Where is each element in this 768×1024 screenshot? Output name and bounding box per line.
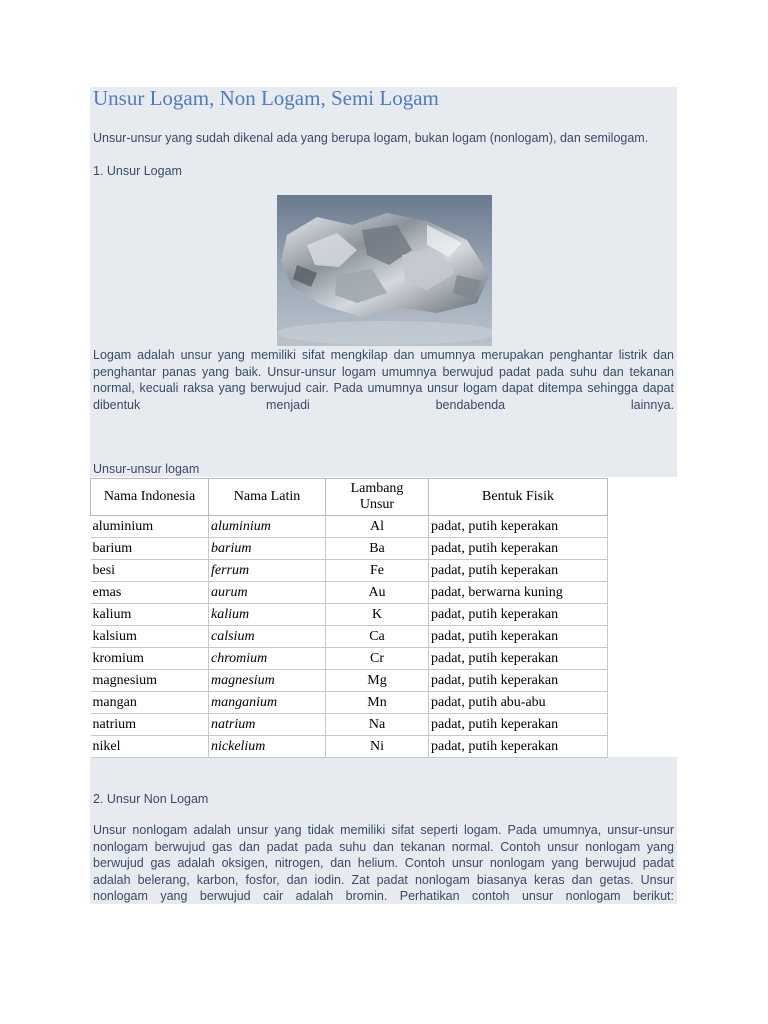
cell-bentuk-fisik: padat, putih keperakan [429,538,608,560]
cell-nama-latin: kalium [209,604,326,626]
logam-paragraph: Logam adalah unsur yang memiliki sifat mengkilap dan umumnya merupakan penghantar listrik dan penghantar panas yang baik. Unsur-unsur logam umumnya berwujud padat pada suhu dan tekanan normal, kecuali raksa yang berwujud cair. Pada umumnya unsur logam dapat ditempa sehingga dapat dibentuk menjadi bendabenda lainnya. [93,348,674,412]
cell-lambang: K [326,604,429,626]
cell-nama-latin: calsium [209,626,326,648]
table-row [91,626,608,648]
cell-lambang: Na [326,714,429,736]
cell-nama-indonesia: nikel [91,736,209,758]
header-lambang-unsur [326,479,429,516]
cell-bentuk-fisik: padat, putih keperakan [429,560,608,582]
cell-nama-indonesia: besi [91,560,209,582]
table-header-row [91,479,608,516]
table-row [91,560,608,582]
cell-lambang: Al [326,516,429,538]
page-title: Unsur Logam, Non Logam, Semi Logam [93,86,439,110]
cell-nama-latin: manganium [209,692,326,714]
table-row [91,648,608,670]
table-row [91,604,608,626]
cell-nama-latin: magnesium [209,670,326,692]
table-row [91,736,608,758]
cell-nama-indonesia: kalsium [91,626,209,648]
cell-bentuk-fisik: padat, putih keperakan [429,516,608,538]
cell-nama-latin: chromium [209,648,326,670]
cell-nama-latin: barium [209,538,326,560]
table-row [91,670,608,692]
cell-lambang: Cr [326,648,429,670]
header-lambang-line1: Lambang [350,481,404,496]
table-row [91,692,608,714]
cell-nama-latin: nickelium [209,736,326,758]
metals-table [90,478,608,758]
cell-lambang: Mg [326,670,429,692]
header-lambang-line2: Unsur [359,497,395,512]
cell-bentuk-fisik: padat, putih keperakan [429,714,608,736]
table-row [91,538,608,560]
table-row [91,516,608,538]
cell-nama-latin: natrium [209,714,326,736]
cell-nama-indonesia: aluminium [91,516,209,538]
cell-bentuk-fisik: padat, putih keperakan [429,604,608,626]
header-nama-latin: Nama Latin [209,479,326,516]
cell-lambang: Mn [326,692,429,714]
cell-nama-indonesia: mangan [91,692,209,714]
cell-nama-latin: ferrum [209,560,326,582]
cell-nama-indonesia: natrium [91,714,209,736]
cell-bentuk-fisik: padat, putih keperakan [429,670,608,692]
cell-bentuk-fisik: padat, putih abu-abu [429,692,608,714]
table-row [91,714,608,736]
intro-text: Unsur-unsur yang sudah dikenal ada yang berupa logam, bukan logam (nonlogam), dan semilogam. [93,131,649,145]
cell-lambang: Fe [326,560,429,582]
cell-nama-indonesia: emas [91,582,209,604]
cell-bentuk-fisik: padat, putih keperakan [429,648,608,670]
cell-lambang: Ni [326,736,429,758]
cell-nama-indonesia: kalium [91,604,209,626]
header-nama-indonesia: Nama Indonesia [91,479,209,516]
non-logam-paragraph: Unsur nonlogam adalah unsur yang tidak memiliki sifat seperti logam. Pada umumnya, unsur-unsur nonlogam berwujud gas dan padat pada suhu dan tekanan normal. Contoh unsur nonlogam yang berwujud gas adalah oksigen, nitrogen, dan helium. Contoh unsur nonlogam yang berwujud padat adalah belerang, karbon, fosfor, dan iodin. Zat padat nonlogam biasanya keras dan getas. Unsur nonlogam yang berwujud cair adalah bromin. Perhatikan contoh unsur nonlogam berikut: [93,823,674,904]
table-caption: Unsur-unsur logam [93,462,200,476]
cell-bentuk-fisik: padat, putih keperakan [429,626,608,648]
header-bentuk-fisik: Bentuk Fisik [429,479,608,516]
cell-nama-indonesia: magnesium [91,670,209,692]
section-heading-non-logam: 2. Unsur Non Logam [93,792,209,806]
cell-bentuk-fisik: padat, putih keperakan [429,736,608,758]
cell-nama-indonesia: kromium [91,648,209,670]
cell-lambang: Au [326,582,429,604]
section-heading-logam: 1. Unsur Logam [93,164,182,178]
cell-nama-latin: aurum [209,582,326,604]
table-row [91,582,608,604]
metal-photo [277,195,492,346]
cell-bentuk-fisik: padat, berwarna kuning [429,582,608,604]
cell-lambang: Ca [326,626,429,648]
cell-nama-indonesia: barium [91,538,209,560]
cell-nama-latin: aluminium [209,516,326,538]
cell-lambang: Ba [326,538,429,560]
